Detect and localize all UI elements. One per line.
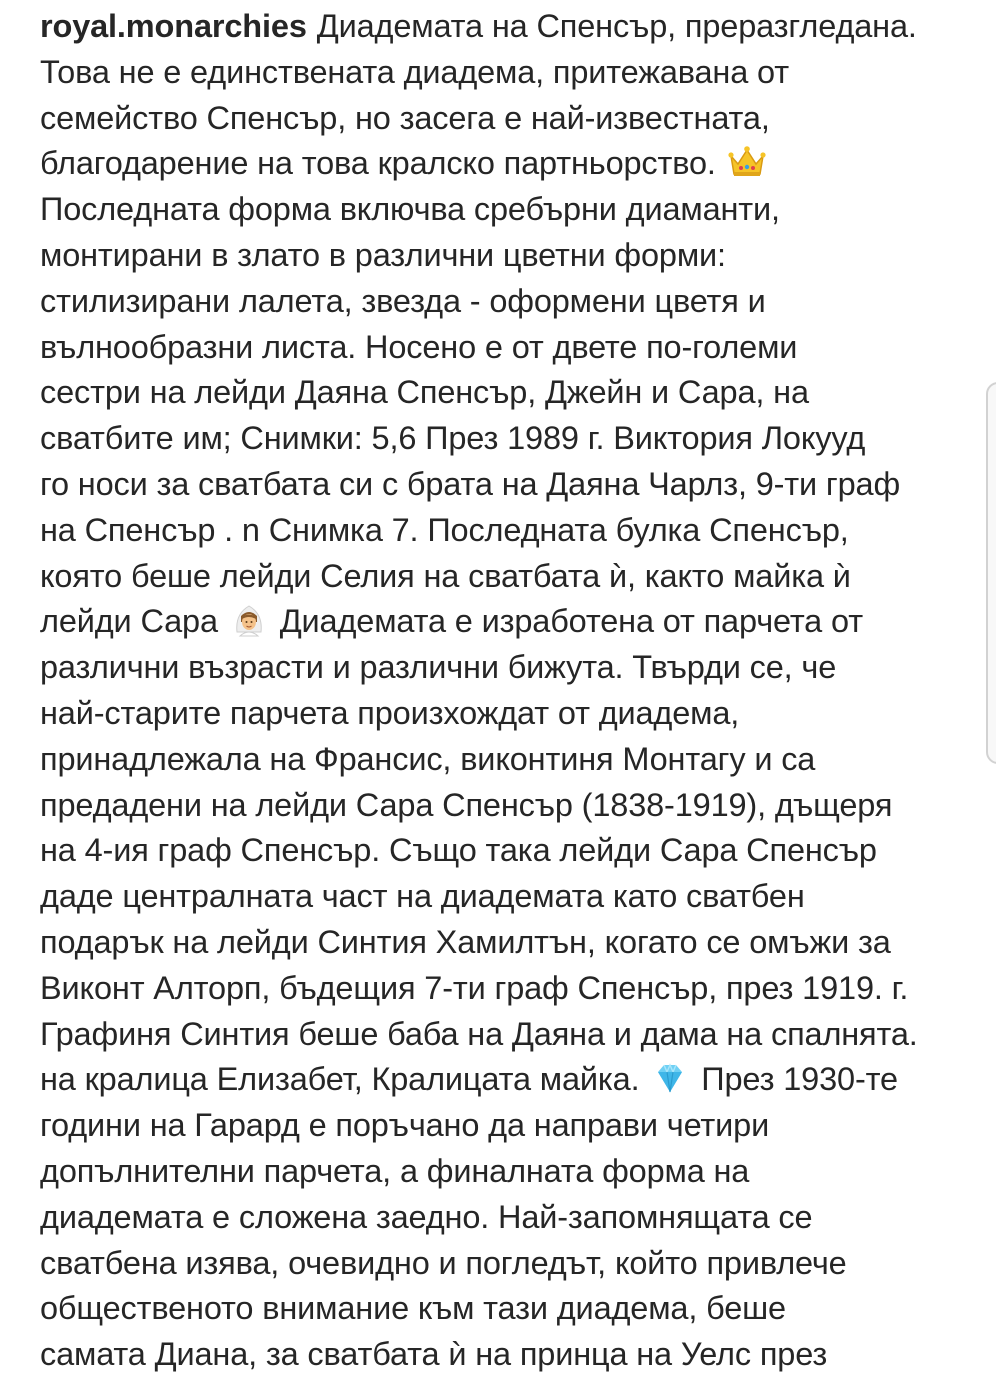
username-link[interactable]: royal.monarchies [40,8,307,44]
caption-line [40,4,980,50]
caption-line: сватбена изява, очевидно и погледът, който привлече [40,1244,847,1281]
caption-line: принадлежала на Франсис, виконтиня Монтагу и са [40,740,816,777]
caption-line: монтирани в злато в различни цветни форми: [40,236,726,273]
caption-text: Диадемата е изработена от парчета от [279,603,863,640]
gem-emoji [650,1060,690,1096]
caption-line: на 4-ия граф Спенсър. Също така лейди Сара Спенсър [40,832,877,869]
caption-line: стилизирани лалета, звезда - оформени цветя и [40,282,766,319]
caption-text: на кралица Елизабет, Кралицата майка. [40,1061,640,1098]
caption-line [40,141,980,187]
caption-line: го носи за сватбата си с брата на Даяна Чарлз, 9-ти граф [40,465,901,502]
caption-line [40,1057,980,1103]
caption-line: най-старите парчета произхождат от диадема, [40,694,740,731]
caption-line: Виконт Алторп, бъдещия 7-ти граф Спенсър, през 1919. г. [40,969,909,1006]
caption-text: благодарение на това кралско партньорство. [40,145,716,182]
caption-line: самата Диана, за сватбата ѝ на принца на Уелс през [40,1336,828,1373]
caption-line: сестри на лейди Даяна Спенсър, Джейн и Сара, на [40,374,809,411]
caption-line: която беше лейди Селия на сватбата ѝ, както майка ѝ [40,557,851,594]
caption-line: даде централната част на диадемата като сватбен [40,878,805,915]
caption-text: През 1930-те [701,1061,898,1098]
caption-text: Диадемата на Спенсър, преразгледана. [316,8,917,44]
caption-line: общественото внимание към тази диадема, беше [40,1290,786,1327]
caption-line: различни възрасти и различни бижута. Твърди се, че [40,649,837,686]
caption-line: Графиня Синтия беше баба на Даяна и дама на спалнята. [40,1015,918,1052]
caption-text: лейди Сара [40,603,218,640]
caption-line: предадени на лейди Сара Спенсър (1838-1919), дъщеря [40,786,893,823]
caption-line: диадемата е сложена заедно. Най-запомнящата се [40,1198,813,1235]
caption-line: сватбите им; Снимки: 5,6 През 1989 г. Виктория Локууд [40,420,866,457]
post-caption [40,4,980,1378]
caption-line [40,599,980,645]
caption-line: Това не е единствената диадема, притежавана от [40,53,789,90]
scrollbar-handle[interactable] [986,382,996,764]
caption-line: Последната форма включва сребърни диаманти, [40,191,780,228]
caption-line: вълнообразни листа. Носено е от двете по-големи [40,328,798,365]
caption-line: семейство Спенсър, но засега е най-известната, [40,99,770,136]
crown-emoji [727,144,767,180]
bride-with-veil-emoji [229,602,269,638]
caption-line: подарък на лейди Синтия Хамилтън, когато се омъжи за [40,923,891,960]
caption-line: години на Гарард е поръчано да направи четири [40,1107,770,1144]
caption-line: на Спенсър . n Снимка 7. Последната булка Спенсър, [40,511,849,548]
caption-line: допълнителни парчета, а финалната форма на [40,1152,750,1189]
